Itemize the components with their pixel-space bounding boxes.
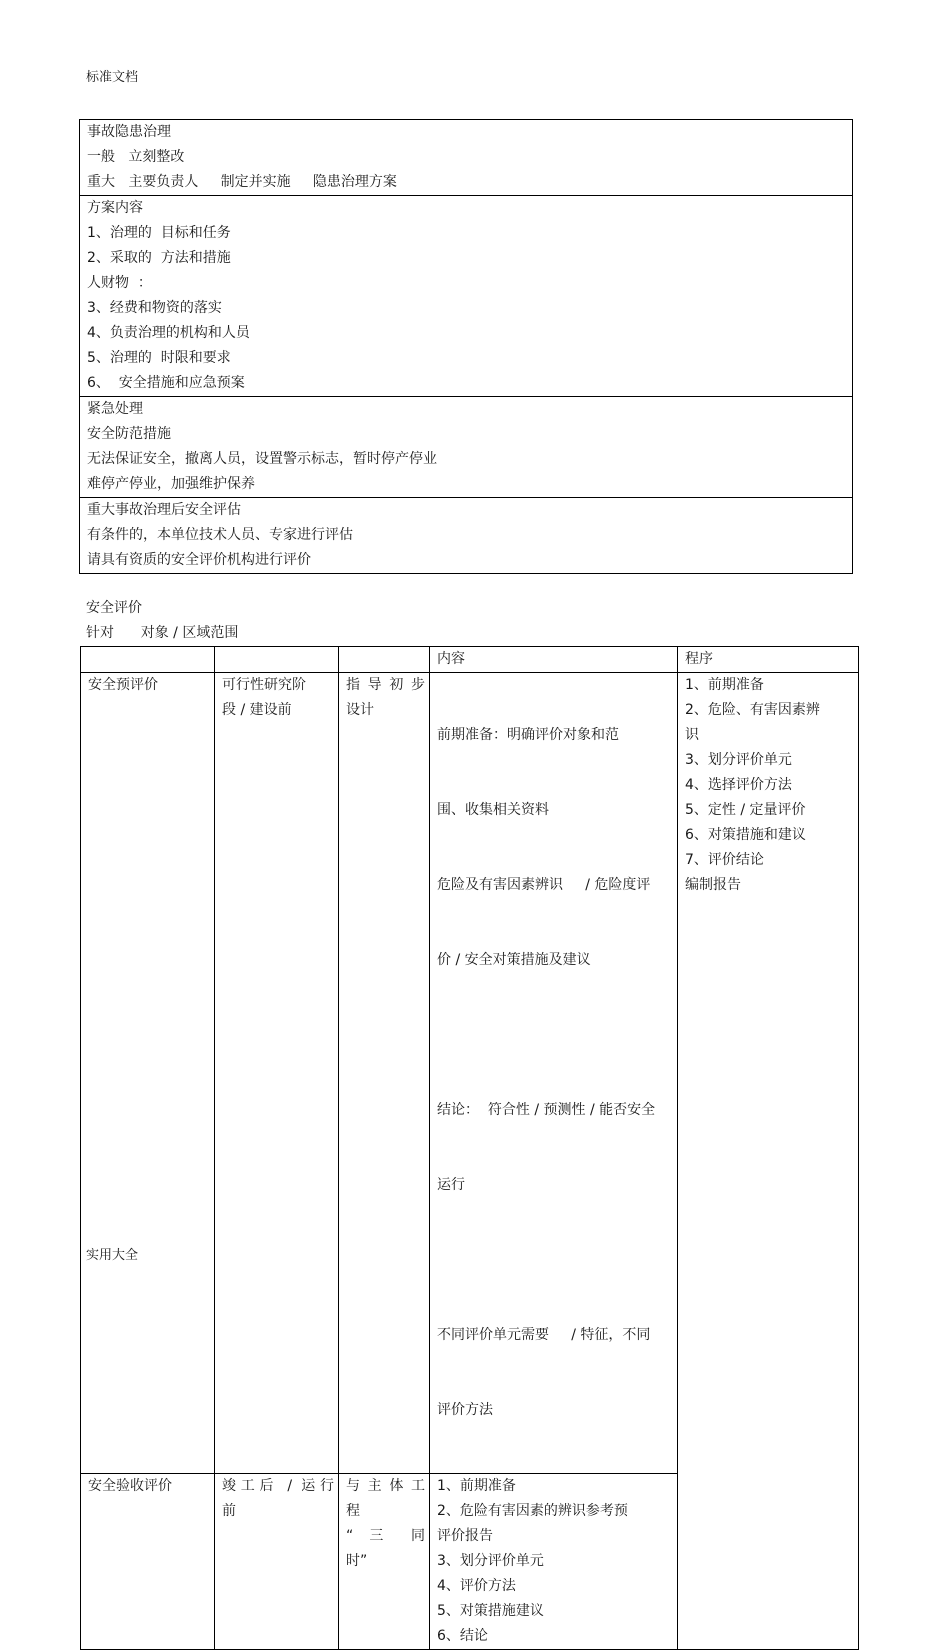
cell-line: 前: [222, 1503, 236, 1519]
cell-line: 不同评价单元需要 / 特征，不同: [437, 1327, 651, 1343]
text-line: 事故隐患治理: [87, 124, 171, 140]
cell-line: 3、划分评价单元: [437, 1553, 544, 1569]
procedure-step: 编制报告: [685, 877, 741, 893]
cell-line: 程: [346, 1503, 360, 1519]
eval-type-cell: 安全预评价: [81, 673, 215, 1474]
text-line: 难停产停业，加强维护保养: [87, 476, 255, 492]
eval-content-cell: [430, 673, 678, 1474]
header-procedure: 程序: [678, 647, 859, 673]
eval-purpose-cell: [339, 673, 430, 1474]
eval-title: 安全评价: [86, 600, 142, 616]
eval-stage-cell: [215, 673, 339, 1474]
eval-type-cell: 安全验收评价: [81, 1474, 215, 1650]
procedure-step: 4、选择评价方法: [685, 777, 792, 793]
hazard-governance-box: [79, 119, 853, 574]
text-line: 3、经费和物资的落实: [87, 300, 222, 316]
cell-line: 危险及有害因素辨识 / 危险度评: [437, 877, 651, 893]
text-line: 一般 立刻整改: [87, 149, 185, 165]
eval-purpose-cell: [339, 1474, 430, 1650]
text-line: 5、治理的 时限和要求: [87, 350, 231, 366]
procedure-step: 7、评价结论: [685, 852, 764, 868]
section-accident-governance: [80, 120, 852, 195]
text-line: 紧急处理: [87, 401, 143, 417]
procedure-step: 识: [685, 727, 699, 743]
cell-line: 围、收集相关资料: [437, 802, 549, 818]
text-line: 重大 主要负责人 制定并实施 隐患治理方案: [87, 174, 397, 190]
cell-line: 6、结论: [437, 1628, 488, 1644]
cell-line: 评价方法: [437, 1402, 493, 1418]
cell-line: 可行性研究阶: [222, 677, 306, 693]
procedure-step: 3、划分评价单元: [685, 752, 792, 768]
procedure-step: 2、危险、有害因素辨: [685, 702, 820, 718]
text-line: 有条件的，本单位技术人员、专家进行评估: [87, 527, 353, 543]
cell-line: 价 / 安全对策措施及建议: [437, 952, 591, 968]
cell-line: 结论： 符合性 / 预测性 / 能否安全: [437, 1102, 656, 1118]
text-line: 重大事故治理后安全评估: [87, 502, 241, 518]
cell-line: 前期准备：明确评价对象和范: [437, 727, 619, 743]
cell-line: 运行: [437, 1177, 465, 1193]
cell-line: 指导初步: [346, 677, 425, 693]
section-emergency: [80, 396, 852, 497]
cell-gap: [437, 1023, 673, 1048]
procedure-step: 6、对策措施和建议: [685, 827, 806, 843]
cell-line: 设计: [346, 702, 374, 718]
text-line: 6、 安全措施和应急预案: [87, 375, 245, 391]
cell-line: “ 三 同: [346, 1528, 425, 1544]
text-line: 1、治理的 目标和任务: [87, 225, 231, 241]
cell-line: 评价报告: [437, 1528, 493, 1544]
table-header-row: [81, 647, 859, 673]
section-plan-content: [80, 195, 852, 396]
cell-line: 2、危险有害因素的辨识参考预: [437, 1503, 628, 1519]
cell-line: 时”: [346, 1553, 368, 1569]
cell-gap: [437, 1248, 673, 1273]
cell-line: 4、评价方法: [437, 1578, 516, 1594]
text-line: 无法保证安全，撤离人员，设置警示标志，暂时停产停业: [87, 451, 437, 467]
eval-stage-cell: [215, 1474, 339, 1650]
section-post-assessment: [80, 497, 852, 573]
safety-evaluation-table: [80, 646, 859, 1650]
text-line: 安全防范措施: [87, 426, 171, 442]
text-line: 人财物 ：: [87, 275, 152, 291]
table-row-pre-evaluation: [81, 673, 859, 1474]
header-empty-cell: [215, 647, 339, 673]
text-line: 请具有资质的安全评价机构进行评价: [87, 552, 311, 568]
procedure-step: 5、定性 / 定量评价: [685, 802, 806, 818]
procedure-step: 1、前期准备: [685, 677, 764, 693]
cell-line: 与主体工: [346, 1478, 425, 1494]
header-content: 内容: [430, 647, 678, 673]
cell-line: 段 / 建设前: [222, 702, 292, 718]
text-line: 2、采取的 方法和措施: [87, 250, 231, 266]
text-line: 4、负责治理的机构和人员: [87, 325, 250, 341]
eval-subtitle: 针对 对象 / 区域范围: [86, 625, 239, 641]
procedure-cell: [678, 673, 859, 1650]
eval-content-cell: [430, 1474, 678, 1650]
page-footer: 实用大全: [86, 1248, 139, 1263]
cell-line: 1、前期准备: [437, 1478, 516, 1494]
header-empty-cell: [81, 647, 215, 673]
text-line: 方案内容: [87, 200, 143, 216]
page-header: 标准文档: [86, 70, 139, 85]
cell-line: 竣工后 / 运行: [222, 1478, 334, 1494]
header-empty-cell: [339, 647, 430, 673]
cell-line: 5、对策措施建议: [437, 1603, 544, 1619]
